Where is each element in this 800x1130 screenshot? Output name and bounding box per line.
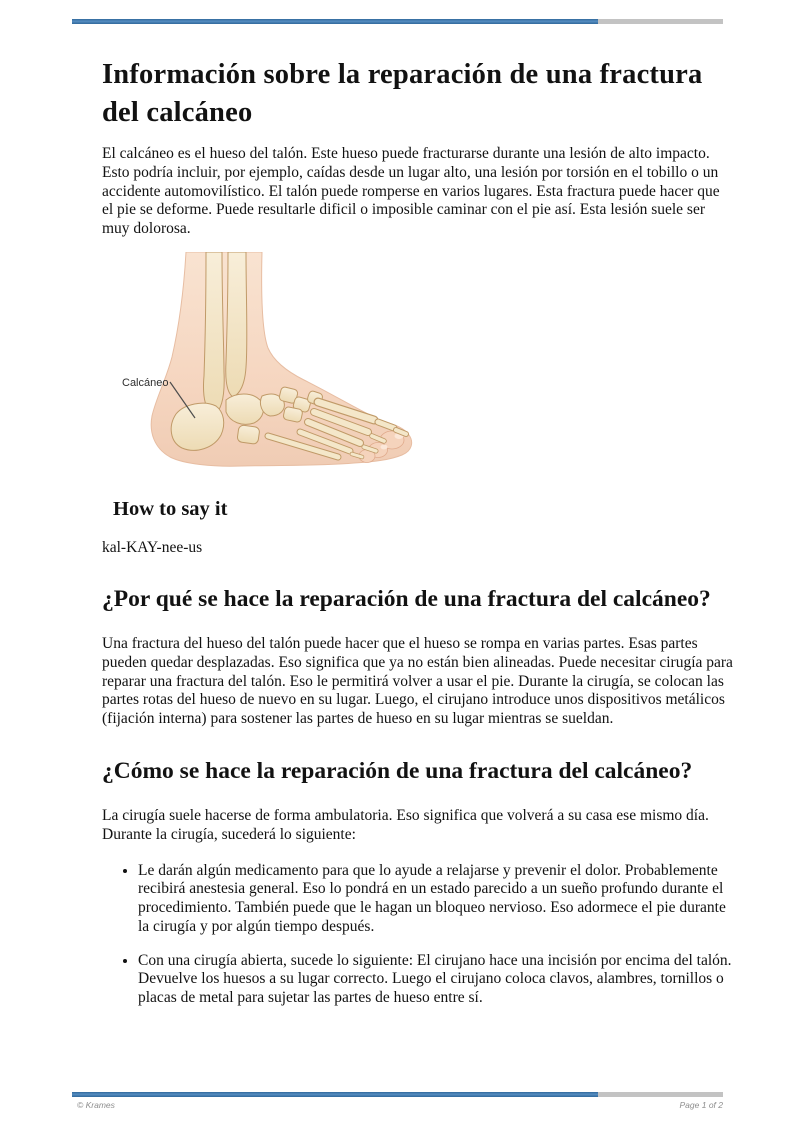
section-heading-how: ¿Cómo se hace la reparación de una fractura del calcáneo?	[102, 757, 693, 784]
foot-bones-illustration	[122, 252, 422, 470]
footer-page-number: Page 1 of 2	[679, 1100, 723, 1110]
anatomy-figure	[122, 252, 422, 470]
footer-copyright: © Krames	[77, 1100, 115, 1110]
section-body-how: La cirugía suele hacerse de forma ambulatoria. Eso significa que volverá a su casa ese mismo día. Durante la cirugía, sucederá lo siguiente:	[102, 807, 709, 843]
list-item: • Con una cirugía abierta, sucede lo siguiente: El cirujano hace una incisión por encima del talón. Devuelve los huesos a su lugar correcto. Luego el cirujano coloca clavos, alambres, tornillos o placas de metal para sujetar las partes de hueso entre sí.	[138, 952, 734, 1008]
surgery-steps-list	[102, 862, 734, 1008]
calcaneus-label: Calcáneo	[122, 376, 169, 389]
document-content	[102, 24, 734, 1023]
fibula-bone	[203, 252, 224, 415]
section-heading-why: ¿Por qué se hace la reparación de una fractura del calcáneo?	[102, 585, 711, 612]
list-item: • Le darán algún medicamento para que lo ayude a relajarse y prevenir el dolor. Probablemente recibirá anestesia general. Eso lo pondrá en un estado parecido a un sueño profundo durante el procedimiento. También puede que le hagan un bloqueo nervioso. Eso adormece el pie durante la cirugía y por algún tiempo después.	[138, 862, 734, 937]
pronunciation-text: kal-KAY-nee-us	[102, 538, 203, 556]
how-to-say-heading: How to say it	[113, 497, 228, 520]
talus-bone	[226, 394, 263, 424]
footer-rule-gray-segment	[598, 1092, 723, 1097]
footer	[72, 1100, 723, 1110]
page-title: Información sobre la reparación de una fractura del calcáneo	[102, 59, 703, 128]
cuboid-bone	[237, 425, 260, 445]
intro-paragraph: El calcáneo es el hueso del talón. Este hueso puede fracturarse durante una lesión de alto impacto. Esto podría incluir, por ejemplo, caídas desde un lugar alto, una lesión por torsión en el tobillo o un accidente automovilístico. El talón puede romperse en varios lugares. Esta fractura puede hacer que el pie se deforme. Puede resultarle dificil o imposible caminar con el pie así. Esta lesión suele ser muy dolorosa.	[102, 145, 720, 238]
section-body-why: Una fractura del hueso del talón puede hacer que el hueso se rompa en varias partes. Esas partes pueden quedar desplazadas. Eso significa que ya no están bien alineadas. Puede necesitar cirugía para reparar una fractura del talón. Eso le permitirá volver a usar el pie. Durante la cirugía, se colocan las partes rotas del hueso de nuevo en su lugar. Luego, el cirujano introduce unos dispositivos metálicos (fijación interna) para sostener las partes de hueso en su lugar mientras se sueldan.	[102, 635, 733, 728]
footer-divider-rule	[72, 1092, 723, 1097]
footer-rule-blue-segment	[72, 1092, 598, 1097]
tibia-bone	[226, 252, 247, 397]
